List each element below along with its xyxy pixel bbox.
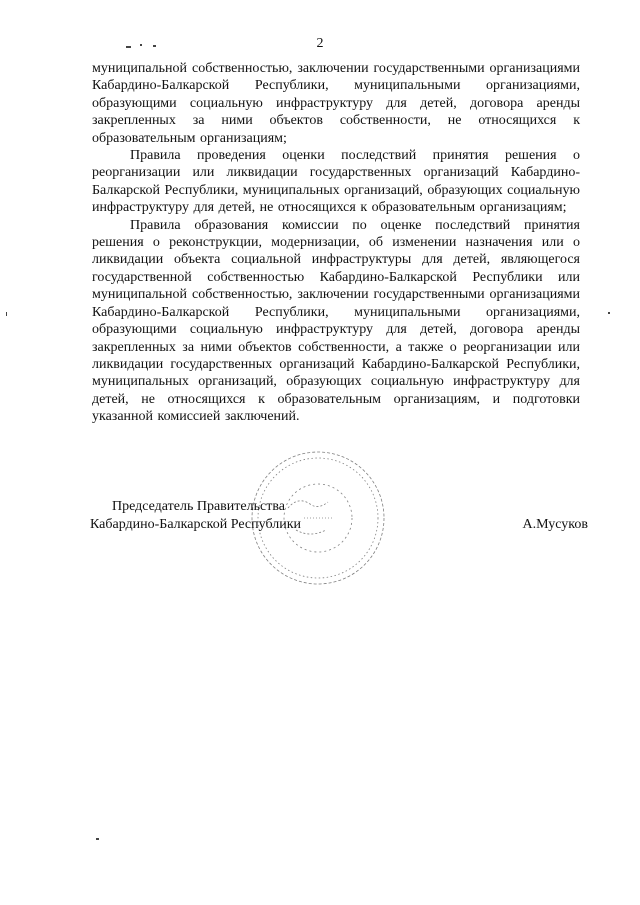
signatory-title-line2: Кабардино-Балкарской Республики bbox=[90, 517, 301, 532]
signatory-title-line1: Председатель Правительства bbox=[112, 499, 285, 514]
paragraph-rules-commission: Правила образования комиссии по оценке последствий принятия решения о реконструкции, модернизации, об изменении назначения или о ликвидации объекта социальной инфраструктуры для детей, являющегося государственной собственностью Кабардино-Балкарской Республики или муниципальной собственностью, заключении государственными организациями Кабардино-Балкарской Республики, муниципальными организациями, образующими социальную инфраструктуру для детей, договора аренды закрепленных за ними объектов собственности, а также о реорганизации или ликвидации государственных организаций Кабардино-Балкарской Республики, муниципальных организаций, образующих социальную инфраструктуру для детей, не относящихся к образовательным организациям, и подготовки указанной комиссией заключений. bbox=[92, 217, 580, 425]
page-number: 2 bbox=[316, 36, 324, 51]
paragraph-continuation: муниципальной собственностью, заключении государственными организациями Кабардино-Балкарской Республики, муниципальными организациями, образующими социальную инфраструктуру для детей, договора аренды закрепленных за ними объектов собственности, не относящихся к образовательным организациям; bbox=[92, 61, 580, 146]
signatory-name: А.Мусуков bbox=[522, 517, 588, 532]
document-body bbox=[92, 60, 580, 426]
paragraph-rules-assessment: Правила проведения оценки последствий принятия решения о реорганизации или ликвидации государственных организаций Кабардино-Балкарской Республики, муниципальных организаций, образующих социальную инфраструктуру для детей, не относящихся к образовательным организациям; bbox=[92, 148, 580, 216]
